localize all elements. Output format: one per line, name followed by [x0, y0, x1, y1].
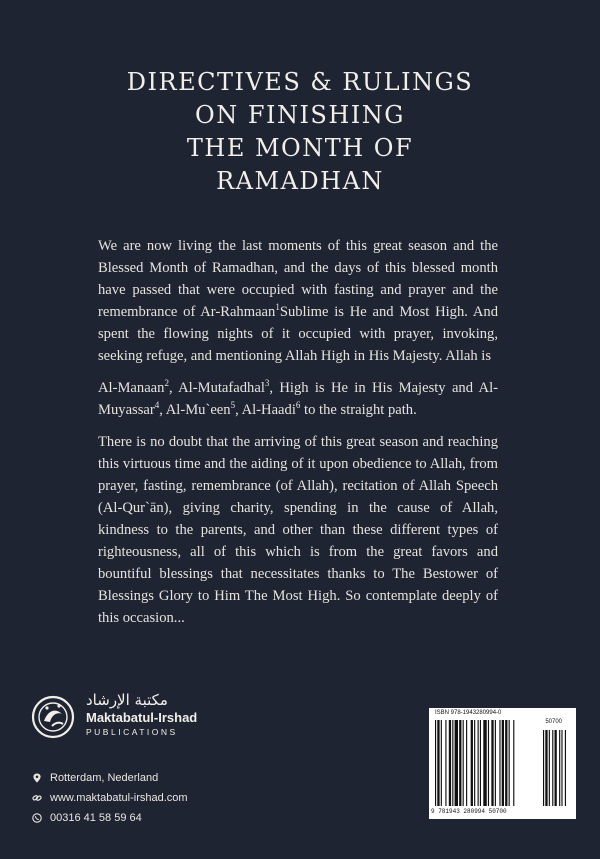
barcode-addon-bar [559, 730, 560, 806]
barcode-bar [505, 720, 507, 806]
barcode-bars [435, 720, 571, 806]
barcode-bar [463, 720, 464, 806]
barcode-bar [445, 720, 446, 806]
blurb-paragraph-3: There is no doubt that the arriving of this great season and reaching this virtuous time and the aiding of it upon obedience to Allah, from prayer, fasting, remembrance (of Allah), recitation of Allah Speech (Al-Qur`ān), giving charity, spending in the cause of Allah, kindness to the parents, and other than these different types of righteousness, all of this which is from the great favors and bountiful blessings that necessitates thanks to The Bestower of Blessings Glory to Him The Most High. So contemplate deeply of this occasion... [98, 434, 498, 626]
title-line-2: ON FINISHING [195, 101, 405, 129]
barcode-bar [488, 720, 489, 806]
publisher-name: Maktabatul-Irshad [86, 710, 198, 725]
barcode-addon-bar [549, 730, 550, 806]
location-pin-icon [32, 773, 42, 783]
phone-text: 00316 41 58 59 64 [50, 812, 142, 824]
footnote-ref: 1 [275, 302, 280, 313]
barcode-bar [459, 720, 461, 806]
contact-location [32, 768, 188, 788]
barcode-bar [441, 720, 442, 806]
footnote-ref: 3 [264, 378, 270, 389]
barcode-addon-bar [545, 730, 547, 806]
price-code: 50700 [545, 719, 562, 725]
contact-website [32, 788, 188, 808]
blurb-paragraph-1: We are now living the last moments of this great season and the Blessed Month of Ramadhan, and the days of this blessed month have passed that were occupied with fasting and prayer and the remembrance of Ar-Rahmaan$^1$Sublime is He and Most High. And spent the flowing nights of it occupied with prayer, invoking, seeking refuge, and mentioning Allah High in His Majesty. Allah is [98, 238, 498, 364]
isbn-barcode [429, 708, 576, 819]
title-line-4: RAMADHAN [216, 167, 384, 195]
link-icon [32, 793, 42, 803]
barcode-addon-bar [555, 730, 557, 806]
barcode-bar [478, 720, 479, 806]
blurb [98, 235, 498, 639]
website-text[interactable]: www.maktabatul-irshad.com [50, 792, 188, 804]
barcode-addon-bar [561, 730, 562, 806]
blurb-paragraph-2: Al-Manaan$^2$, Al-Mutafadhal$^3$, High is He in His Majesty and Al-Muyassar$^4$, Al-Mu`een$^5$, Al-Haadi$^6$ to the straight path. [98, 378, 498, 418]
book-title [0, 66, 600, 198]
isbn-number: ISBN 978-1943280994-0 [435, 710, 502, 716]
barcode-bar [480, 720, 481, 806]
barcode-addon-bar [543, 730, 544, 806]
barcode-addon-bar [565, 730, 566, 806]
barcode-bar [455, 720, 458, 806]
barcode-bar [502, 720, 504, 806]
footnote-ref: 5 [230, 400, 236, 411]
barcode-bar [474, 720, 475, 806]
barcode-bar [483, 720, 486, 806]
barcode-bar [513, 720, 514, 806]
contact-phone [32, 808, 188, 828]
barcode-bar [437, 720, 439, 806]
publisher-emblem-icon [30, 694, 76, 740]
footnote-ref: 6 [295, 400, 301, 411]
footnote-ref: 2 [164, 378, 169, 389]
publisher-logo [30, 690, 230, 746]
contact-info [32, 768, 188, 828]
barcode-bar [499, 720, 500, 806]
footnote-ref: 4 [154, 400, 160, 411]
title-line-1: DIRECTIVES & RULINGS [126, 68, 474, 96]
barcode-bar [495, 720, 496, 806]
barcode-bar [471, 720, 473, 806]
publisher-subtitle: PUBLICATIONS [86, 727, 178, 737]
publisher-arabic-name: مكتبة الإرشاد [86, 691, 168, 709]
whatsapp-icon [32, 813, 42, 823]
barcode-addon-bar [552, 730, 553, 806]
barcode-bar [491, 720, 493, 806]
location-text: Rotterdam, Nederland [50, 772, 159, 784]
barcode-bar [452, 720, 453, 806]
barcode-bar [449, 720, 451, 806]
title-line-3: THE MONTH OF [186, 134, 414, 162]
barcode-digits: 9 781943 280994 50700 [431, 808, 507, 815]
barcode-bar [466, 720, 467, 806]
barcode-bar [509, 720, 510, 806]
barcode-bar [435, 720, 436, 806]
